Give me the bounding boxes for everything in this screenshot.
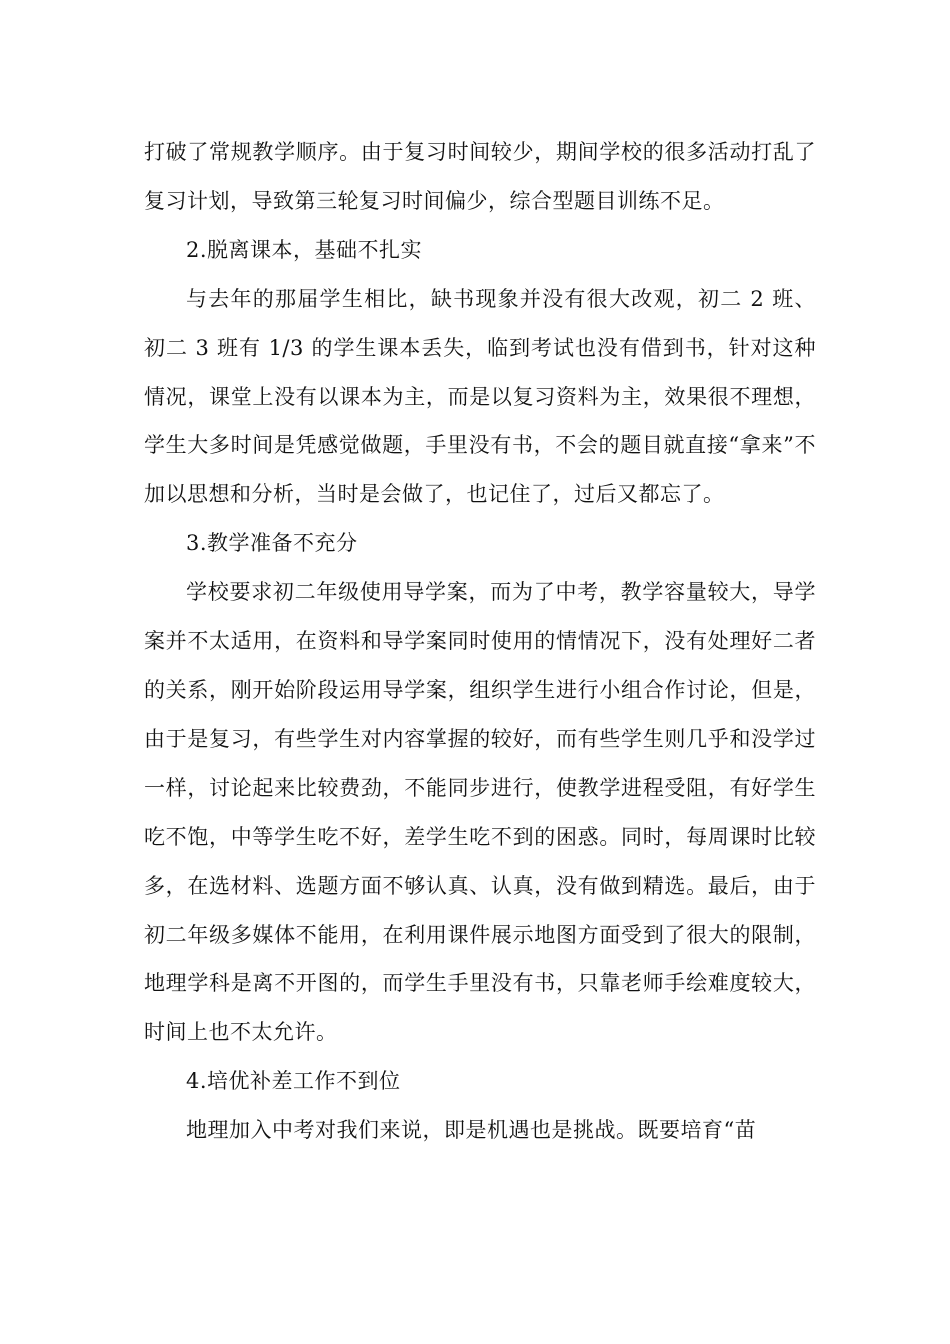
paragraph-tutoring: 地理加入中考对我们来说，即是机遇也是挑战。既要培育“苗 — [186, 1118, 757, 1143]
document-body — [144, 128, 816, 1155]
paragraph-preparation: 学校要求初二年级使用导学案，而为了中考，教学容量较大，导学案并不太适用，在资料和导学案同时使用的情情况下，没有处理好二者的关系，刚开始阶段运用导学案，组织学生进行小组合作讨论，但是，由于是复习，有些学生对内容掌握的较好，而有些学生则几乎和没学过一样，讨论起来比较费劲，不能同步进行，使教学进程受阻，有好学生吃不饱，中等学生吃不好，差学生吃不到的困惑。同时，每周课时比较多，在选材料、选题方面不够认真、认真，没有做到精选。最后，由于初二年级多媒体不能用，在利用课件展示地图方面受到了很大的限制，地理学科是离不开图的，而学生手里没有书，只靠老师手绘难度较大，时间上也不太允许。 — [144, 580, 816, 1045]
section-heading-3: 3.教学准备不充分 — [186, 531, 358, 556]
paragraph-continuation: 打破了常规教学顺序。由于复习时间较少，期间学校的很多活动打乱了复习计划，导致第三轮复习时间偏少，综合型题目训练不足。 — [144, 140, 816, 213]
section-heading-2: 2.脱离课本，基础不扎实 — [186, 237, 423, 262]
paragraph-textbook: 与去年的那届学生相比，缺书现象并没有很大改观，初二 2 班、初二 3 班有 1/3 的学生课本丢失，临到考试也没有借到书，针对这种情况，课堂上没有以课本为主，而是以复习资料为主，效果很不理想，学生大多时间是凭感觉做题，手里没有书，不会的题目就直接“拿来”不加以思想和分析，当时是会做了，也记住了，过后又都忘了。 — [144, 286, 816, 507]
section-heading-4: 4.培优补差工作不到位 — [186, 1069, 401, 1094]
